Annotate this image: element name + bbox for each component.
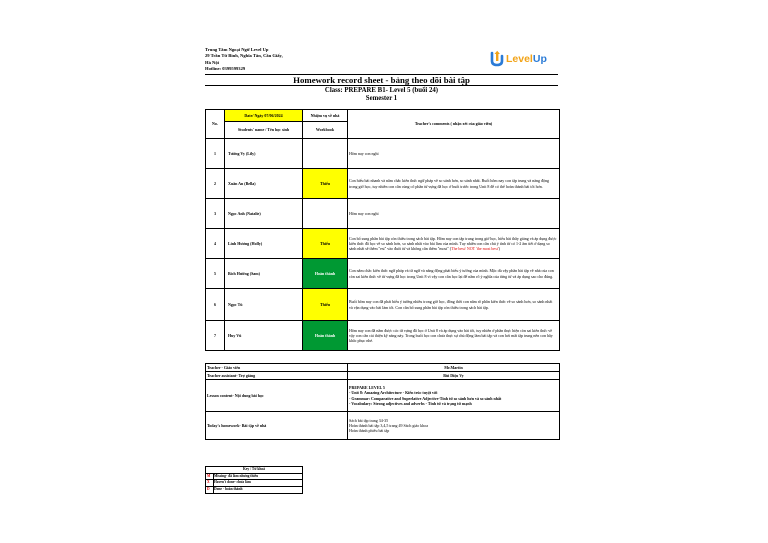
header-comments: Teacher's comments ( nhận xét của giáo viên) <box>348 110 560 139</box>
workbook-status: Thiếu <box>303 289 348 321</box>
key-table <box>205 466 303 494</box>
workbook-status <box>303 139 348 169</box>
homework-table <box>205 109 560 351</box>
homework-value: Sách bài tập trang 34-35 Hoàn thành bài tập 3,4,5 trang 49 Sách giáo khoa Hoàn thành phiếu bài tập <box>348 412 560 440</box>
teacher-comment <box>348 169 560 199</box>
key-letter-m: M <box>206 473 214 480</box>
homework-label: Today's homework- Bài tập về nhà <box>206 412 348 440</box>
lesson-content-value: PREPARE LEVEL 5 - Unit 8: Amazing Architecture - Kiến trúc tuyệt vời - Grammar: Comparative and Superlative Adjective-Tính từ so sánh hơn và so sánh nhất - Vocabulary: Strong adjectives and adverbs - Tính từ và trạng từ mạnh <box>348 380 560 412</box>
teacher-comment-text: Con nắm chắc kiến thức ngữ pháp và từ ngữ và nâng động phát biểu ý tưởng của mình. Mặc dù vậy phần bài tập về nhà của con còn sai kiến thức về từ vựng đã học trong Unit 8 vì vậy con cần học lại để nắm rõ ý nghĩa của từng từ và áp dụng sao cho đúng. <box>349 268 554 279</box>
header-homework: Nhiệm vụ về nhà <box>303 110 348 122</box>
lesson-info-table <box>205 363 560 440</box>
logo-mark-icon <box>489 50 505 67</box>
workbook-status: Thiếu <box>303 169 348 199</box>
lesson-content-label: Lesson content- Nội dung bài học <box>206 380 348 412</box>
student-name: Bích Hường (Sam) <box>225 259 303 289</box>
student-row <box>206 229 560 259</box>
teacher-comment-text: Con hiểu bài nhanh và nắm chắc kiến thức ngữ pháp về so sánh hơn, so sánh nhất. Buổi hôm nay con tập trung và năng động trong giờ học, tuy nhiên con cần củng cố phần từ vựng đã học ở buổi trước trong Unit 8 để có thể hoàn thành bài tốt hơn. <box>349 178 549 189</box>
teacher-comment-text: Hôm nay con nghỉ <box>349 210 379 216</box>
teacher-comment <box>348 139 560 169</box>
key-text-d: Done - hoàn thành <box>214 487 303 494</box>
levelup-logo <box>489 50 569 72</box>
logo-wordmark: LevelUp <box>506 53 547 65</box>
key-letter-d: D <box>206 487 214 494</box>
workbook-status: Hoàn thành <box>303 259 348 289</box>
student-rows <box>206 139 560 351</box>
row-number: 2 <box>206 169 225 199</box>
assistant-value: Bùi Diệu Vy <box>348 372 560 380</box>
student-name: Ngọc Anh (Natalie) <box>225 199 303 229</box>
teacher-value: Mr.Martin <box>348 364 560 372</box>
student-name: Tường Vy (Lily) <box>225 139 303 169</box>
student-row <box>206 289 560 321</box>
row-number: 4 <box>206 229 225 259</box>
header-workbook: Workbook <box>303 122 348 139</box>
student-name: Ngọc Tú <box>225 289 303 321</box>
teacher-label: Teacher - Giáo viên <box>206 364 348 372</box>
student-name: Huy Vũ <box>225 321 303 351</box>
teacher-comment-text: Hôm nay con nghỉ <box>349 150 379 156</box>
teacher-comment <box>348 321 560 351</box>
student-row <box>206 199 560 229</box>
student-name: Linh Hương (Holly) <box>225 229 303 259</box>
row-number: 6 <box>206 289 225 321</box>
teacher-comment-text: Con bổ sung phần bài tập còn thiếu trong sách bài tập. Hôm nay con tập trung trong giờ học, hiểu bài thầy giảng và áp dụng được kiến thức đã học về so sánh hơn, so sánh nhất vào bài làm của mình. Tuy nhiên con cần chú ý tính từ có 1-2 âm tiết ở dạng so sánh nhất sẽ thêm "est" vào đuôi từ và không cần thêm "most" ( <box>349 235 557 252</box>
student-row <box>206 169 560 199</box>
semester-line: Semester 1 <box>365 95 398 102</box>
row-number: 3 <box>206 199 225 229</box>
student-name: Xuân An (Bella) <box>225 169 303 199</box>
row-number: 7 <box>206 321 225 351</box>
key-text-x: Haven't done- chưa làm <box>214 480 303 487</box>
key-text-m: Missing- đã làm nhưng thiếu <box>214 473 303 480</box>
center-address-1: 29 Trần Từ Bình, Nghĩa Tân, Cầu Giấy, <box>205 53 283 59</box>
sheet-title <box>205 74 558 86</box>
teacher-comment <box>348 199 560 229</box>
sheet-title-text: Homework record sheet - bảng theo dõi bài tập <box>293 75 470 85</box>
teacher-comment <box>348 289 560 321</box>
key-title: Key / Từ khoá <box>206 467 303 474</box>
teacher-comment: Con bổ sung phần bài tập còn thiếu trong sách bài tập. Hôm nay con tập trung trong giờ học, hiểu bài thầy giảng và áp dụng được kiến thức đã học về so sánh hơn, so sánh nhất vào bài làm của mình. Tuy nhiên con cần chú ý tính từ có 1-2 âm tiết ở dạng so sánh nhất sẽ thêm "est" vào đuôi từ và không cần thêm "most" (The best/ NOT 'the most best') <box>348 229 560 259</box>
assistant-label: Teacher assistant- Trợ giảng <box>206 372 348 380</box>
student-row <box>206 259 560 289</box>
teacher-comment-highlight: The best/ NOT 'the most best' <box>451 246 499 252</box>
teacher-comment-text: Hôm nay con đã nắm được các từ vựng đã học ở Unit 8 và áp dụng vào bài tốt, tuy nhiên ở phần thực hiện còn sai kiến thức về vậy con cần cải thiện kỹ năng này. Trong buổi học con chưa thực sự chủ động làm bài tập và con hơi mất tập trung nên con hãy khắc phục nhé. <box>349 327 553 344</box>
class-line: Class: PREPARE B1- Level 5 (buổi 24) <box>324 87 439 94</box>
workbook-status: Thiếu <box>303 229 348 259</box>
row-number: 5 <box>206 259 225 289</box>
teacher-comment <box>348 259 560 289</box>
header-no: No. <box>206 110 225 139</box>
key-letter-x: X <box>206 480 214 487</box>
center-hotline: Hotline: 0399599329 <box>205 65 246 71</box>
header-student-name: Students' name / Tên học sinh <box>225 122 303 139</box>
workbook-status <box>303 199 348 229</box>
center-address-2: Hà Nội <box>205 59 219 65</box>
row-number: 1 <box>206 139 225 169</box>
header-date: Date/ Ngày 07/06/2024 <box>225 110 303 122</box>
student-row <box>206 321 560 351</box>
student-row <box>206 139 560 169</box>
center-info <box>205 47 283 72</box>
workbook-status: Hoàn thành <box>303 321 348 351</box>
teacher-comment-text: Buổi hôm nay con đã phát biểu ý tưởng nhiều trong giờ học, đồng thời con nắm rõ phần kiến thức về so sánh hơn, so sánh nhất và vận dụng vào bài làm tốt. Con cần bổ sung phần bài tập còn thiếu trong sách bài tập. <box>349 299 553 310</box>
center-name: Trung Tâm Ngoại Ngữ Level Up <box>205 47 269 52</box>
